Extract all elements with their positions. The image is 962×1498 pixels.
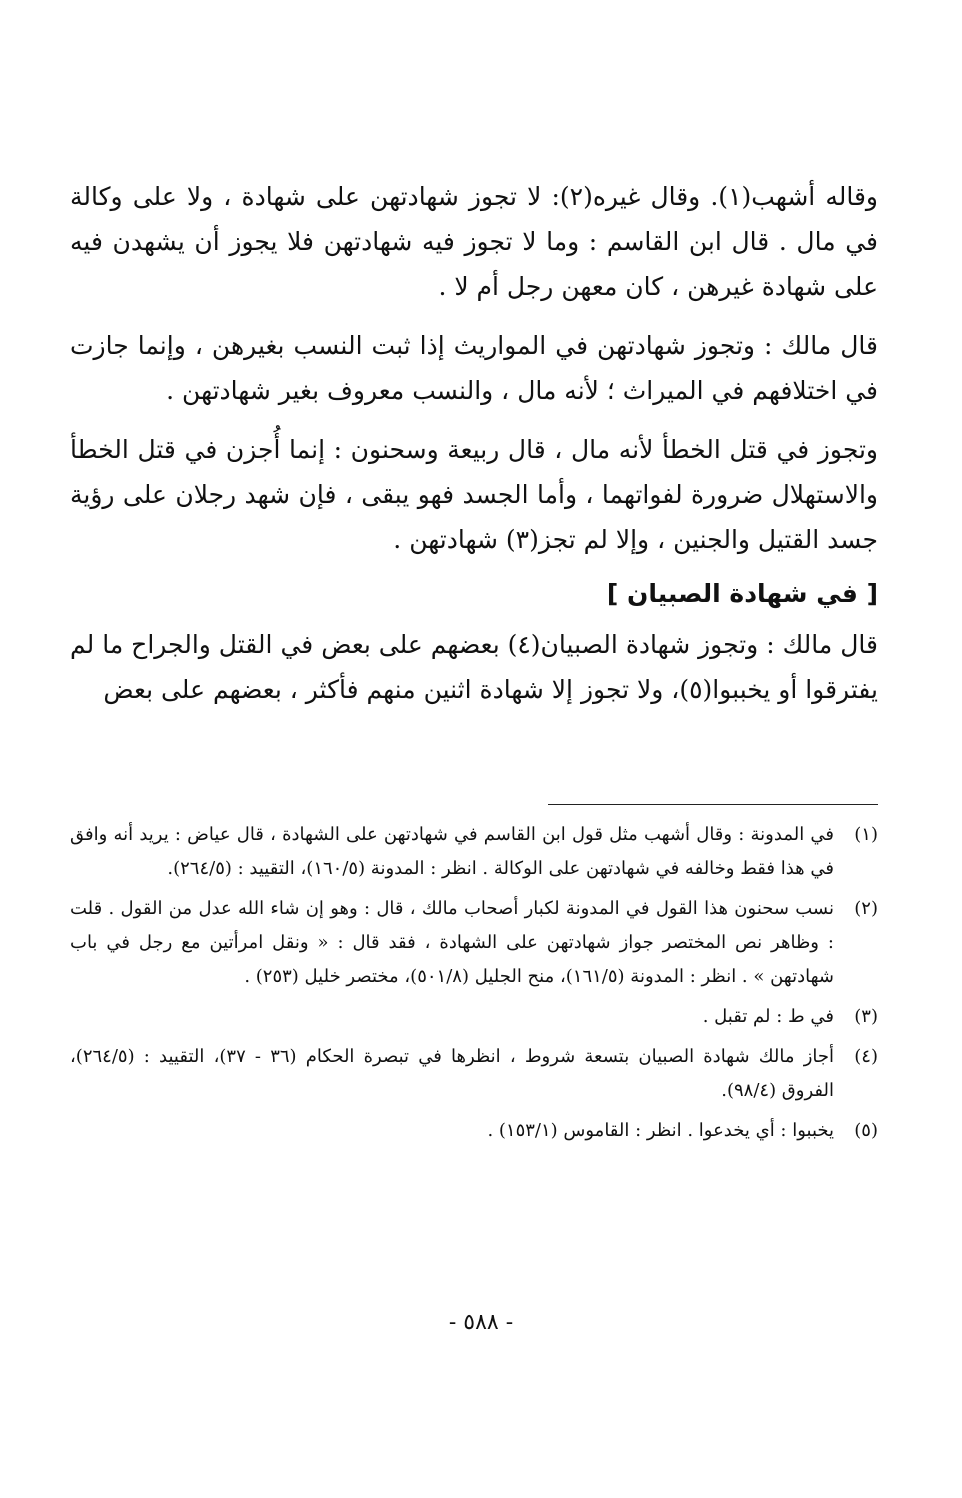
paragraph-4: قال مالك : وتجوز شهادة الصبيان(٤) بعضهم على بعض في القتل والجراح ما لم يفترقوا أو يخببوا(٥)، ولا تجوز إلا شهادة اثنين منهم فأكثر ، بعضهم على بعض [70, 630, 878, 704]
page-number: - ٥٨٨ - [448, 1310, 514, 1335]
paragraph-1: وقاله أشهب(١). وقال غيره(٢): لا تجوز شهادتهن على شهادة ، ولا على وكالة في مال . قال ابن القاسم : وما لا تجوز فيه شهادتهن فلا يجوز أن يشهدن فيه على شهادة غيرهن ، كان معهن رجل أم لا . [70, 182, 879, 301]
footnote-text: نسب سحنون هذا القول في المدونة لكبار أصحاب مالك ، قال : وهو إن شاء الله عدل من القول . قلت : وظاهر نص المختصر جواز شهادتهن على الشهادة ، فقد قال : « ونقل امرأتين مع رجل في باب شهادتهن » . انظر : المدونة (١٦١/٥)، منح الجليل (٥٠١/٨)، مختصر خليل (٢٥٣) . [70, 898, 834, 987]
footnote-text: أجاز مالك شهادة الصبيان بتسعة شروط ، انظرها في تبصرة الحكام (٣٦ - ٣٧)، التقييد : (٢٦٤/٥)، الفروق (٩٨/٤). [70, 1046, 835, 1101]
footnote [70, 1000, 878, 1034]
footnotes [70, 818, 878, 1154]
footnote-number: (٥) [854, 1120, 878, 1141]
footnote [70, 892, 878, 994]
footnote [70, 1040, 878, 1108]
footnote [70, 818, 878, 886]
paragraph-3: وتجوز في قتل الخطأ لأنه مال ، قال ربيعة وسحنون : إنما أُجزن في قتل الخطأ والاستهلال ضرورة لفواتهما ، وأما الجسد فهو يبقى ، فإن شهد رجلان على رؤية جسد القتيل والجنين ، وإلا لم تجز(٣) شهادتهن . [70, 435, 878, 554]
main-text [70, 174, 878, 712]
footnote-separator [548, 804, 878, 805]
footnote-number: (١) [854, 824, 878, 845]
paragraph-2: قال مالك : وتجوز شهادتهن في المواريث إذا ثبت النسب بغيرهن ، وإنما جازت في اختلافهم في الميراث ؛ لأنه مال ، والنسب معروف بغير شهادتهن . [70, 331, 878, 405]
footnote-text: في ط : لم تقبل . [702, 1006, 834, 1027]
footnote [70, 1114, 878, 1148]
footnote-text: يخببوا : أي يخدعوا . انظر : القاموس (١٥٣/١) . [487, 1120, 834, 1141]
footnote-number: (٣) [854, 1006, 878, 1027]
footnote-text: في المدونة : وقال أشهب مثل قول ابن القاسم في شهادتهن على الشهادة ، قال عياض : يريد أنه وافق في هذا فقط وخالفه في شهادتهن على الوكالة . انظر : المدونة (١٦٠/٥)، التقييد : (٢٦٤/٥). [70, 824, 834, 879]
section-heading: [ في شهادة الصبيان ] [606, 579, 878, 608]
footnote-number: (٤) [854, 1046, 878, 1067]
footnote-number: (٢) [854, 898, 878, 919]
